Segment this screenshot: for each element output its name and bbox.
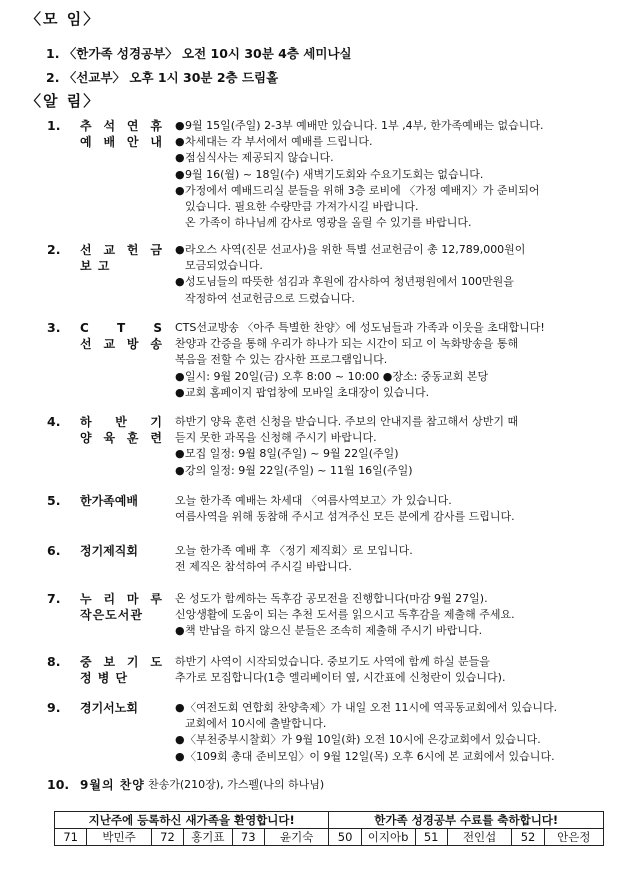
notice-line (175, 258, 620, 274)
notice-line (175, 463, 620, 479)
notice-body (175, 700, 620, 765)
notice-body (175, 543, 620, 575)
graduate-name: 전인섭 (447, 829, 512, 846)
new-family-number: 73 (232, 829, 264, 846)
notice-title-line: 선 교 헌 금 (80, 243, 162, 257)
bullet-icon: ● (175, 167, 185, 181)
bottom-table (54, 811, 604, 846)
notice-line (175, 242, 620, 258)
notice-body (175, 591, 620, 640)
notice-line-text: 점심식사는 제공되지 않습니다. (185, 151, 334, 165)
notice-title-line: 선 교 방 송 (80, 337, 162, 352)
notice-title-line: 양 육 훈 련 (80, 431, 162, 446)
notice-body (175, 493, 620, 525)
notice-line-text: 성도님들의 따뜻한 섬김과 후원에 감사하여 청년평원에서 100만원을 (185, 275, 514, 289)
gatherings-heading: 〈모 임〉 (26, 10, 101, 28)
notice-line (175, 493, 620, 509)
notice-number: 6. (47, 543, 61, 558)
notice-line-text: 〈부천중부시찰회〉가 9월 10일(화) 오전 10시에 은강교회에서 있습니다. (185, 733, 541, 747)
notice-line-text: 하반기 사역이 시작되었습니다. 중보기도 사역에 함께 하실 분들을 (175, 655, 490, 668)
new-family-number: 72 (151, 829, 183, 846)
notice-line-text: 오늘 한가족 예배 후 〈정기 제직회〉로 모입니다. (175, 544, 413, 557)
bullet-icon: ● (175, 385, 185, 399)
notice-line-text: 모집 일정: 9월 8일(주일) ~ 9월 22일(주일) (185, 447, 399, 461)
study-completion-header: 한가족 성경공부 수료를 축하합니다! (329, 812, 604, 829)
new-family-name: 박민주 (87, 829, 152, 846)
notice-line (175, 732, 620, 748)
notice-line (175, 430, 620, 446)
bullet-icon: ● (175, 135, 185, 149)
notice-title (80, 242, 162, 274)
bullet-icon: ● (175, 369, 185, 383)
notice-line (175, 543, 620, 559)
graduate-number: 50 (329, 829, 361, 846)
notice-line (175, 414, 620, 430)
notice-number: 10. (47, 777, 70, 792)
gathering-item: 2. 〈선교부〉 오후 1시 30분 2층 드림홀 (46, 70, 279, 85)
notice-title (80, 118, 162, 150)
notice-title (80, 493, 162, 509)
notice-line (175, 369, 620, 385)
notice-line (175, 167, 620, 183)
notice-line-text: CTS선교방송 〈아주 특별한 찬양〉에 성도님들과 가족과 이웃을 초대합니다! (175, 321, 545, 334)
notice-title-line: 9월의 찬양 (80, 778, 145, 792)
notice-line (175, 215, 620, 231)
notice-line-text: 9월 16(월) ~ 18일(수) 새벽기도회와 수요기도회는 없습니다. (185, 167, 484, 181)
notice-line (175, 716, 620, 732)
notice-line (175, 607, 620, 623)
graduate-name: 안은정 (544, 829, 603, 846)
notice-line (175, 291, 620, 307)
notice-line-text: 교회에서 10시에 출발합니다. (185, 717, 327, 731)
notice-line-text: 〈여전도회 연합회 찬양축제〉가 내일 오전 11시에 역곡동교회에서 있습니다. (185, 701, 558, 714)
notice-line-text: 모금되었습니다. (185, 259, 263, 273)
notice-line (175, 509, 620, 525)
notice-title-line: 누 리 마 루 (80, 592, 162, 606)
bullet-icon: ● (175, 733, 185, 747)
notice-body (175, 320, 620, 401)
notice-title (80, 414, 162, 446)
notice-line-text: 라오스 사역(진문 선교사)을 위한 특별 선교헌금이 총 12,789,000원이 (185, 243, 526, 256)
notice-title-line: 작은도서관 (80, 608, 143, 623)
graduate-name: 이지아b (361, 829, 415, 846)
notice-line-text: 온 가족이 하나님께 감사로 영광을 올릴 수 있기를 바랍니다. (185, 216, 472, 230)
notice-title-line: 정 병 단 (80, 671, 129, 686)
notice-title-line: 보 고 (80, 259, 111, 274)
notice-line (175, 591, 620, 607)
bullet-icon: ● (175, 151, 185, 165)
notice-line-text: 찬양과 간증을 통해 우리가 하나가 되는 시간이 되고 이 녹화방송을 통해 (175, 337, 519, 351)
notice-line (175, 199, 620, 215)
notice-title-line: 예 배 안 내 (80, 135, 162, 150)
notice-line-text: 교회 홈페이지 팝업창에 모바일 초대장이 있습니다. (185, 385, 430, 399)
notice-line (175, 150, 620, 166)
notice-line-text: 찬송가(210장), 가스펠(나의 하나님) (148, 778, 325, 791)
graduate-number: 51 (415, 829, 447, 846)
bullet-icon: ● (175, 701, 185, 714)
notice-line-text: 전 제직은 참석하여 주시길 바랍니다. (175, 560, 352, 574)
notice-number: 8. (47, 654, 61, 669)
notice-line-text: 듣지 못한 과목을 신청해 주시기 바랍니다. (175, 431, 377, 445)
new-family-name: 홍기표 (184, 829, 232, 846)
notice-line-text: 강의 일정: 9월 22일(주일) ~ 11월 16일(주일) (185, 463, 413, 477)
notice-line (175, 352, 620, 368)
notice-line (175, 385, 620, 401)
notice-body (175, 118, 620, 231)
notice-line (175, 274, 620, 290)
graduate-number: 52 (512, 829, 544, 846)
notice-line (175, 749, 620, 765)
notice-line (175, 623, 620, 639)
notice-line-text: 일시: 9월 20일(금) 오후 8:00 ~ 10:00 ●장소: 중동교회 본당 (185, 369, 489, 383)
notice-line (175, 654, 620, 670)
gathering-item: 1. 〈한가족 성경공부〉 오전 10시 30분 4층 세미나실 (46, 46, 352, 61)
notice-title (80, 654, 162, 686)
notice-line-text: 오늘 한가족 예배는 차세대 〈여름사역보고〉가 있습니다. (175, 494, 452, 507)
notice-title-line: 하 반 기 (80, 415, 162, 429)
bullet-icon: ● (175, 243, 185, 256)
bullet-icon: ● (175, 447, 185, 461)
notice-line-text: 하반기 양육 훈련 신청을 받습니다. 주보의 안내지를 참고해서 상반기 때 (175, 415, 519, 428)
notice-title (80, 591, 162, 623)
notice-line (175, 446, 620, 462)
bullet-icon: ● (175, 183, 185, 197)
notice-line (175, 559, 620, 575)
notice-title (80, 543, 162, 559)
notice-number: 5. (47, 493, 61, 508)
notice-line-text: 가정에서 예배드리실 분들을 위해 3층 로비에 〈가정 예배지〉가 준비되어 (185, 183, 540, 197)
bullet-icon: ● (175, 463, 185, 477)
notice-line-text: 작정하여 선교헌금으로 드렸습니다. (185, 291, 355, 305)
notice-number: 1. (47, 118, 61, 133)
notice-line (175, 700, 620, 716)
bullet-icon: ● (175, 275, 185, 289)
notice-line (175, 670, 620, 686)
notice-title (80, 700, 162, 716)
notice-number: 9. (47, 700, 61, 715)
notice-number: 3. (47, 320, 61, 335)
notice-number: 4. (47, 414, 61, 429)
notice-line (175, 320, 620, 336)
notice-number: 7. (47, 591, 61, 606)
notice-line-text: 온 성도가 함께하는 독후감 공모전을 진행합니다(마감 9월 27일). (175, 592, 488, 605)
notice-line (148, 777, 593, 793)
new-family-name: 윤기숙 (264, 829, 329, 846)
notice-title-line: 중 보 기 도 (80, 655, 162, 669)
notice-line (175, 134, 620, 150)
notice-line-text: 여름사역을 위해 동참해 주시고 섬겨주신 모든 분에게 감사를 드립니다. (175, 510, 515, 524)
notice-line (175, 183, 620, 199)
table-row (55, 829, 604, 846)
notice-line-text: 책 반납을 하지 않으신 분들은 조속히 제출해 주시기 바랍니다. (185, 624, 483, 638)
notice-line-text: 9월 15일(주일) 2-3부 예배만 있습니다. 1부 ,4부, 한가족예배는 없습니다. (185, 119, 544, 132)
notices-heading: 〈알 림〉 (26, 92, 101, 110)
notice-line-text: 신앙생활에 도움이 되는 추천 도서를 읽으시고 독후감을 제출해 주세요. (175, 608, 515, 622)
notice-line (175, 336, 620, 352)
notice-line-text: 복음을 전할 수 있는 감사한 프로그램입니다. (175, 353, 388, 367)
notice-title (80, 320, 162, 352)
notice-body (148, 777, 593, 793)
notice-body (175, 654, 620, 686)
new-family-number: 71 (55, 829, 87, 846)
notice-line-text: 있습니다. 필요한 수량만큼 가져가시길 바랍니다. (185, 199, 419, 213)
new-family-header: 지난주에 등록하신 새가족을 환영합니다! (55, 812, 329, 829)
notice-title-line: 추 석 연 휴 (80, 119, 162, 133)
notice-body (175, 242, 620, 307)
bullet-icon: ● (175, 119, 185, 132)
notice-title-line: 경기서노회 (80, 701, 138, 715)
notice-number: 2. (47, 242, 61, 257)
notice-title-line: 정기제직회 (80, 544, 138, 558)
notice-line-text: 추가로 모집합니다(1층 엘리베이터 옆, 시간표에 신청란이 있습니다). (175, 671, 506, 685)
notice-line-text: 〈109회 총대 준비모임〉이 9월 12일(목) 오후 6시에 본 교회에서 있습니다. (185, 749, 555, 763)
notice-title-line: 한가족예배 (80, 494, 138, 508)
bullet-icon: ● (175, 749, 185, 763)
notice-line-text: 차세대는 각 부서에서 예배를 드립니다. (185, 135, 373, 149)
bullet-icon: ● (175, 624, 185, 638)
notice-line (175, 118, 620, 134)
notice-body (175, 414, 620, 479)
notice-title-line: C T S (80, 321, 162, 335)
